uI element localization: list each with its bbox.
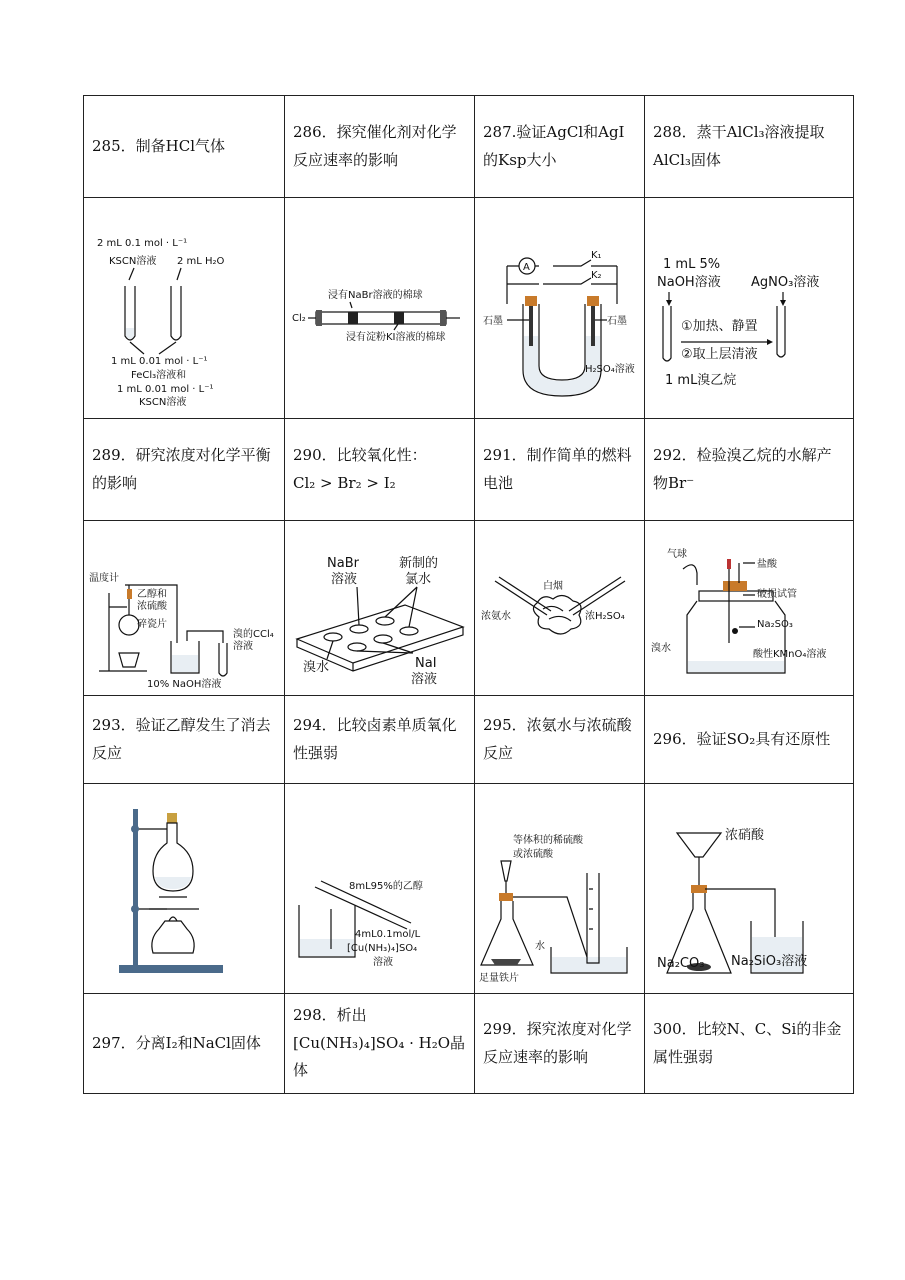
svg-text:1 mL 5%: 1 mL 5% bbox=[662, 257, 720, 272]
cell-293: 293．验证乙醇发生了消去反应 bbox=[84, 696, 285, 784]
svg-text:石墨: 石墨 bbox=[483, 316, 503, 327]
svg-text:Cl₂: Cl₂ bbox=[291, 313, 306, 324]
svg-text:1 mL溴乙烷: 1 mL溴乙烷 bbox=[664, 373, 736, 388]
cell-294: 294．比较卤素单质氧化性强弱 bbox=[285, 696, 475, 784]
cell-291: 291．制作简单的燃料电池 bbox=[475, 419, 645, 521]
svg-text:白烟: 白烟 bbox=[543, 581, 563, 592]
cell-297: 297．分离I₂和NaCl固体 bbox=[84, 994, 285, 1094]
svg-text:足量铁片: 足量铁片 bbox=[479, 972, 519, 984]
svg-text:KSCN溶液: KSCN溶液 bbox=[109, 256, 157, 267]
svg-text:溴水: 溴水 bbox=[650, 643, 671, 654]
experiment-table bbox=[83, 95, 854, 1094]
figure-290 bbox=[285, 521, 475, 696]
svg-text:1 mL 0.01 mol · L⁻¹: 1 mL 0.01 mol · L⁻¹ bbox=[111, 356, 208, 367]
figure-291 bbox=[475, 521, 645, 696]
svg-text:NaBr: NaBr bbox=[327, 556, 359, 571]
svg-text:Na₂SiO₃溶液: Na₂SiO₃溶液 bbox=[730, 953, 807, 969]
title-row-1 bbox=[84, 96, 854, 198]
svg-text:②取上层清液: ②取上层清液 bbox=[680, 347, 758, 362]
svg-text:浓硫酸: 浓硫酸 bbox=[136, 601, 167, 612]
cell-286: 286．探究催化剂对化学反应速率的影响 bbox=[285, 96, 475, 198]
title-row-4 bbox=[84, 994, 854, 1094]
svg-text:浓硝酸: 浓硝酸 bbox=[724, 827, 764, 843]
svg-text:H₂SO₄溶液: H₂SO₄溶液 bbox=[585, 364, 635, 375]
svg-text:气球: 气球 bbox=[666, 549, 687, 560]
svg-text:石墨: 石墨 bbox=[607, 316, 627, 327]
svg-text:[Cu(NH₃)₄]SO₄: [Cu(NH₃)₄]SO₄ bbox=[347, 942, 418, 954]
figure-row-1 bbox=[84, 198, 854, 419]
figure-286 bbox=[285, 198, 475, 419]
svg-text:NaI: NaI bbox=[415, 656, 437, 671]
svg-text:溴的CCl₄: 溴的CCl₄ bbox=[232, 629, 274, 640]
svg-text:氯水: 氯水 bbox=[405, 572, 432, 587]
cell-287: 287.验证AgCl和AgI的Ksp大小 bbox=[475, 96, 645, 198]
cell-296: 296．验证SO₂具有还原性 bbox=[645, 696, 854, 784]
svg-text:NaOH溶液: NaOH溶液 bbox=[656, 275, 721, 290]
figure-287 bbox=[475, 198, 645, 419]
svg-text:破损试管: 破损试管 bbox=[756, 589, 797, 600]
svg-text:K₁: K₁ bbox=[591, 250, 602, 261]
svg-text:A: A bbox=[523, 262, 530, 273]
svg-text:新制的: 新制的 bbox=[399, 556, 439, 571]
svg-text:酸性KMnO₄溶液: 酸性KMnO₄溶液 bbox=[752, 649, 826, 660]
figure-285 bbox=[84, 198, 285, 419]
svg-text:AgNO₃溶液: AgNO₃溶液 bbox=[750, 275, 819, 290]
svg-text:Na₂CO₃: Na₂CO₃ bbox=[656, 955, 704, 971]
figure-288 bbox=[645, 198, 854, 419]
figure-293 bbox=[84, 784, 285, 994]
svg-text:浸有淀粉KI溶液的棉球: 浸有淀粉KI溶液的棉球 bbox=[345, 332, 446, 343]
cell-292: 292．检验溴乙烷的水解产物Br⁻ bbox=[645, 419, 854, 521]
cell-288: 288．蒸干AlCl₃溶液提取AlCl₃固体 bbox=[645, 96, 854, 198]
cell-295: 295．浓氨水与浓硫酸反应 bbox=[475, 696, 645, 784]
svg-text:KSCN溶液: KSCN溶液 bbox=[139, 397, 187, 408]
svg-text:或浓硫酸: 或浓硫酸 bbox=[513, 848, 553, 860]
svg-text:4mL0.1mol/L: 4mL0.1mol/L bbox=[355, 928, 421, 940]
figure-292 bbox=[645, 521, 854, 696]
svg-text:温度计: 温度计 bbox=[88, 573, 119, 584]
svg-text:2 mL 0.1 mol · L⁻¹: 2 mL 0.1 mol · L⁻¹ bbox=[97, 238, 188, 249]
cell-300: 300．比较N、C、Si的非金属性强弱 bbox=[645, 994, 854, 1094]
figure-294 bbox=[285, 784, 475, 994]
svg-text:溴水: 溴水 bbox=[303, 660, 330, 675]
svg-text:溶液: 溶液 bbox=[373, 956, 393, 968]
svg-text:等体积的稀硫酸: 等体积的稀硫酸 bbox=[513, 834, 583, 846]
svg-text:乙醇和: 乙醇和 bbox=[136, 589, 167, 600]
svg-text:溶液: 溶液 bbox=[232, 641, 253, 652]
figure-296 bbox=[645, 784, 854, 994]
svg-text:碎瓷片: 碎瓷片 bbox=[136, 619, 167, 630]
figure-row-2 bbox=[84, 521, 854, 696]
svg-text:Na₂SO₃: Na₂SO₃ bbox=[756, 619, 793, 630]
svg-text:FeCl₃溶液和: FeCl₃溶液和 bbox=[131, 370, 187, 381]
svg-text:溶液: 溶液 bbox=[411, 672, 438, 687]
svg-text:溶液: 溶液 bbox=[331, 572, 358, 587]
svg-text:1 mL 0.01 mol · L⁻¹: 1 mL 0.01 mol · L⁻¹ bbox=[117, 384, 214, 395]
cell-290: 290．比较氧化性： Cl₂ > Br₂ > I₂ bbox=[285, 419, 475, 521]
figure-row-3 bbox=[84, 784, 854, 994]
figure-289 bbox=[84, 521, 285, 696]
svg-text:10% NaOH溶液: 10% NaOH溶液 bbox=[146, 679, 221, 690]
svg-text:浸有NaBr溶液的棉球: 浸有NaBr溶液的棉球 bbox=[327, 290, 423, 301]
svg-text:浓H₂SO₄: 浓H₂SO₄ bbox=[585, 611, 625, 622]
cell-299: 299．探究浓度对化学反应速率的影响 bbox=[475, 994, 645, 1094]
cell-285: 285．制备HCl气体 bbox=[84, 96, 285, 198]
svg-text:盐酸: 盐酸 bbox=[756, 559, 777, 570]
svg-text:浓氨水: 浓氨水 bbox=[481, 611, 511, 622]
cell-298: 298．析出 [Cu(NH₃)₄]SO₄ · H₂O晶体 bbox=[285, 994, 475, 1094]
svg-text:2 mL H₂O: 2 mL H₂O bbox=[177, 256, 225, 267]
svg-text:水: 水 bbox=[535, 940, 545, 952]
cell-289: 289．研究浓度对化学平衡的影响 bbox=[84, 419, 285, 521]
title-row-3 bbox=[84, 696, 854, 784]
svg-text:①加热、静置: ①加热、静置 bbox=[680, 319, 758, 334]
svg-text:K₂: K₂ bbox=[591, 270, 602, 281]
svg-text:8mL95%的乙醇: 8mL95%的乙醇 bbox=[349, 880, 423, 892]
title-row-2 bbox=[84, 419, 854, 521]
figure-295 bbox=[475, 784, 645, 994]
